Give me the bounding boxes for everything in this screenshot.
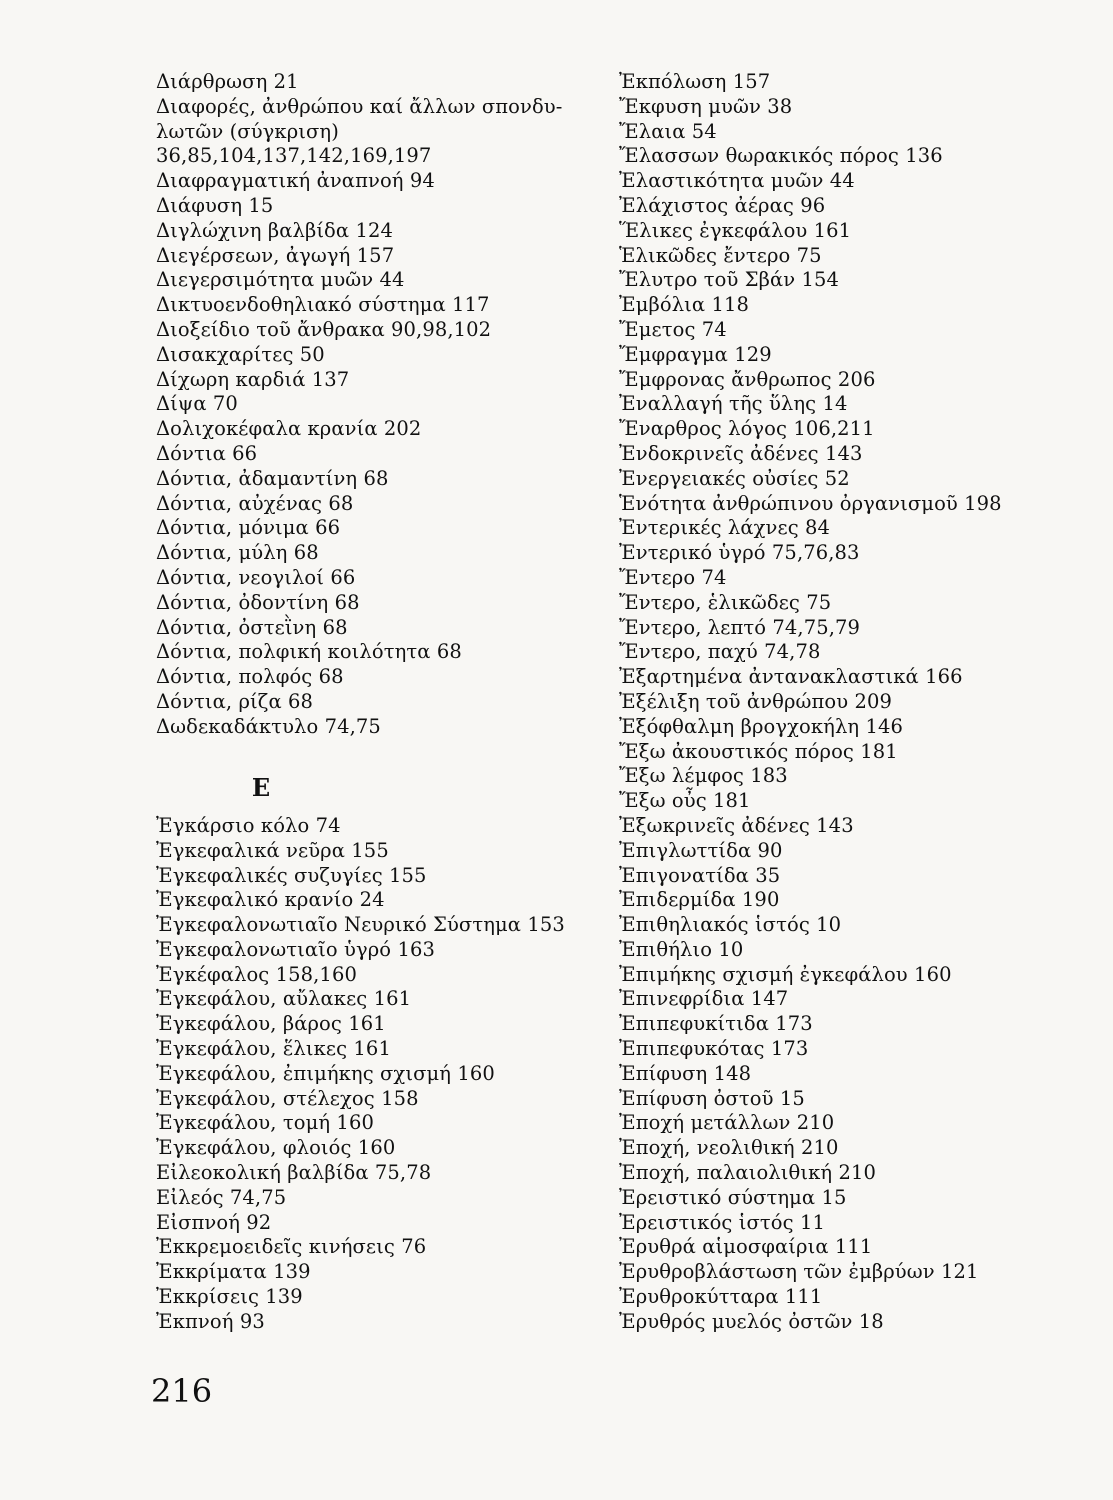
- index-entry: Ἐπίφυση 148: [619, 1061, 752, 1085]
- index-entry: Ἐκκρεμοειδεῖς κινήσεις 76: [156, 1235, 427, 1259]
- index-entry: Ἐγκεφάλου, στέλεχος 158: [156, 1086, 419, 1110]
- index-entry: Δόντια, νεογιλοί 66: [156, 565, 356, 589]
- left-column: [156, 70, 596, 1335]
- index-entry: Ἐλάχιστος ἀέρας 96: [619, 193, 826, 217]
- index-entry: Ἐγκεφαλονωτιαῖο Νευρικό Σύστημα 153: [156, 913, 565, 937]
- index-entry: Ἐξέλιξη τοῦ ἀνθρώπου 209: [619, 689, 893, 713]
- index-entry: Ἔξω οὖς 181: [619, 789, 751, 813]
- index-entry: Διαφραγματική ἀναπνοή 94: [156, 169, 435, 193]
- index-entry: Εἰσπνοή 92: [156, 1210, 272, 1234]
- index-entry: Ἑλικῶδες ἔντερο 75: [619, 243, 822, 267]
- index-entry: Δόντια 66: [156, 441, 258, 465]
- index-entry: Ἐγκεφάλου, ἐπιμήκης σχισμή 160: [156, 1061, 495, 1085]
- index-entry: Ἐρειστικός ἱστός 11: [619, 1210, 825, 1234]
- index-entry: Ἐπιπεφυκίτιδα 173: [619, 1012, 813, 1036]
- index-entry: Ἐπιγονατίδα 35: [619, 863, 781, 887]
- index-entry: Ἔλαια 54: [619, 119, 717, 143]
- index-entry: Ἐπιπεφυκότας 173: [619, 1037, 809, 1061]
- index-entry: Δολιχοκέφαλα κρανία 202: [156, 417, 422, 441]
- index-list-d: [156, 70, 596, 740]
- index-entry: Ἐνεργειακές οὐσίες 52: [619, 466, 850, 490]
- index-entry: Δωδεκαδάκτυλο 74,75: [156, 714, 381, 738]
- index-entry: Δόντια, πολφική κοιλότητα 68: [156, 640, 462, 664]
- index-entry: Ἐνδοκρινεῖς ἀδένες 143: [619, 441, 863, 465]
- index-entry: Ἔμφραγμα 129: [619, 342, 772, 366]
- index-entry: Δόντια, μόνιμα 66: [156, 516, 341, 540]
- index-entry: Διοξείδιο τοῦ ἄνθρακα 90,98,102: [156, 317, 492, 341]
- index-entry: Ἐξόφθαλμη βρογχοκήλη 146: [619, 714, 904, 738]
- index-entry: Ἐκκρίσεις 139: [156, 1285, 303, 1309]
- index-entry: Ἐκκρίματα 139: [156, 1260, 311, 1284]
- index-entry: 36,85,104,137,142,169,197: [156, 144, 432, 168]
- index-entry: Δόντια, ρίζα 68: [156, 689, 314, 713]
- index-entry: Ἔντερο, ἑλικῶδες 75: [619, 590, 832, 614]
- index-entry: Ἐγκεφάλου, αὔλακες 161: [156, 987, 412, 1011]
- index-entry: Ἐρυθροβλάστωση τῶν ἐμβρύων 121: [619, 1260, 979, 1284]
- index-entry: Ἐπιγλωττίδα 90: [619, 838, 783, 862]
- index-entry: Ἐγκεφαλονωτιαῖο ὑγρό 163: [156, 937, 435, 961]
- index-entry: Διαφορές, ἀνθρώπου καί ἄλλων σπονδυ-: [156, 94, 563, 118]
- index-entry: Ἐγκεφάλου, βάρος 161: [156, 1012, 386, 1036]
- index-entry: Ἐρυθρός μυελός ὀστῶν 18: [619, 1309, 884, 1333]
- index-entry: Ἔναρθρος λόγος 106,211: [619, 417, 875, 441]
- index-entry: Ἔμφρονας ἄνθρωπος 206: [619, 367, 876, 391]
- index-entry: Ἐγκεφαλικά νεῦρα 155: [156, 838, 389, 862]
- index-entry: Ἔκφυση μυῶν 38: [619, 94, 793, 118]
- index-entry: λωτῶν (σύγκριση): [156, 119, 339, 143]
- index-entry: Ἐποχή, νεολιθική 210: [619, 1136, 839, 1160]
- index-entry: Ἕλικες ἐγκεφάλου 161: [619, 218, 852, 242]
- index-list-e: [156, 814, 596, 1335]
- index-entry: Δόντια, ὀδοντίνη 68: [156, 590, 360, 614]
- index-entry: Διάφυση 15: [156, 193, 274, 217]
- index-entry: Δόντια, αὐχένας 68: [156, 491, 354, 515]
- index-entry: Διγλώχινη βαλβίδα 124: [156, 218, 393, 242]
- index-entry: Ἔξω ἀκουστικός πόρος 181: [619, 739, 898, 763]
- index-entry: Ἐναλλαγή τῆς ὕλης 14: [619, 392, 848, 416]
- index-entry: Ἔντερο, παχύ 74,78: [619, 640, 821, 664]
- index-entry: Ἐγκεφάλου, τομή 160: [156, 1111, 374, 1135]
- index-entry: Ἔλασσων θωρακικός πόρος 136: [619, 144, 943, 168]
- index-entry: Ἐντερικό ὑγρό 75,76,83: [619, 541, 860, 565]
- index-list-e-continued: [619, 70, 1059, 1335]
- index-entry: Διεγέρσεων, ἀγωγή 157: [156, 243, 395, 267]
- index-entry: Ἐρυθρά αἱμοσφαίρια 111: [619, 1235, 873, 1259]
- index-entry: Ἔλυτρο τοῦ Σβάν 154: [619, 268, 840, 292]
- index-entry: Ἐντερικές λάχνες 84: [619, 516, 831, 540]
- index-entry: Δισακχαρίτες 50: [156, 342, 325, 366]
- section-letter: Ε: [251, 772, 271, 802]
- page-number: 216: [151, 1372, 213, 1410]
- index-entry: Δικτυοενδοθηλιακό σύστημα 117: [156, 293, 490, 317]
- index-entry: Ἐρειστικό σύστημα 15: [619, 1185, 847, 1209]
- index-entry: Δίχωρη καρδιά 137: [156, 367, 350, 391]
- index-entry: Δόντια, ἀδαμαντίνη 68: [156, 466, 389, 490]
- index-entry: Ἐγκεφαλικές συζυγίες 155: [156, 863, 427, 887]
- index-entry: Ἐκπόλωση 157: [619, 70, 771, 93]
- index-entry: Ἐποχή, παλαιολιθική 210: [619, 1161, 876, 1185]
- index-entry: Ἔξω λέμφος 183: [619, 764, 788, 788]
- index-entry: Ἔντερο 74: [619, 565, 727, 589]
- index-entry: Ἐπίφυση ὀστοῦ 15: [619, 1086, 805, 1110]
- index-entry: Ἐπιμήκης σχισμή ἐγκεφάλου 160: [619, 962, 952, 986]
- index-entry: Ἑνότητα ἀνθρώπινου ὀργανισμοῦ 198: [619, 491, 1002, 515]
- index-entry: Ἔντερο, λεπτό 74,75,79: [619, 615, 861, 639]
- index-entry: Ἐγκεφάλου, ἕλικες 161: [156, 1037, 391, 1061]
- index-entry: Ἐπιθηλιακός ἱστός 10: [619, 913, 842, 937]
- index-entry: Ἐξωκρινεῖς ἀδένες 143: [619, 813, 854, 837]
- index-entry: Ἐρυθροκύτταρα 111: [619, 1285, 823, 1309]
- index-entry: Ἐμβόλια 118: [619, 293, 750, 317]
- index-entry: Ἐπιθήλιο 10: [619, 937, 744, 961]
- index-entry: Ἔμετος 74: [619, 317, 727, 341]
- index-entry: Ἐξαρτημένα ἀντανακλαστικά 166: [619, 665, 963, 689]
- index-entry: Ἐποχή μετάλλων 210: [619, 1111, 835, 1135]
- index-entry: Εἰλεός 74,75: [156, 1185, 287, 1209]
- index-entry: Διάρθρωση 21: [156, 70, 299, 93]
- index-entry: Ἐπιδερμίδα 190: [619, 888, 780, 912]
- index-entry: Ἐλαστικότητα μυῶν 44: [619, 169, 855, 193]
- index-entry: Δόντια, μύλη 68: [156, 541, 319, 565]
- index-entry: Διεγερσιμότητα μυῶν 44: [156, 268, 405, 292]
- right-column: [619, 70, 1059, 1335]
- index-entry: Ἐκπνοή 93: [156, 1309, 265, 1333]
- index-entry: Δόντια, πολφός 68: [156, 665, 344, 689]
- index-entry: Ἐγκεφαλικό κρανίο 24: [156, 888, 385, 912]
- index-entry: Δίψα 70: [156, 392, 238, 416]
- index-entry: Ἐγκεφάλου, φλοιός 160: [156, 1136, 396, 1160]
- index-entry: Δόντια, ὀστεῒνη 68: [156, 615, 348, 639]
- index-entry: Ἐγκάρσιο κόλο 74: [156, 813, 341, 837]
- index-entry: Ἐγκέφαλος 158,160: [156, 962, 357, 986]
- index-entry: Ἐπινεφρίδια 147: [619, 987, 789, 1011]
- index-entry: Εἰλεοκολική βαλβίδα 75,78: [156, 1161, 432, 1185]
